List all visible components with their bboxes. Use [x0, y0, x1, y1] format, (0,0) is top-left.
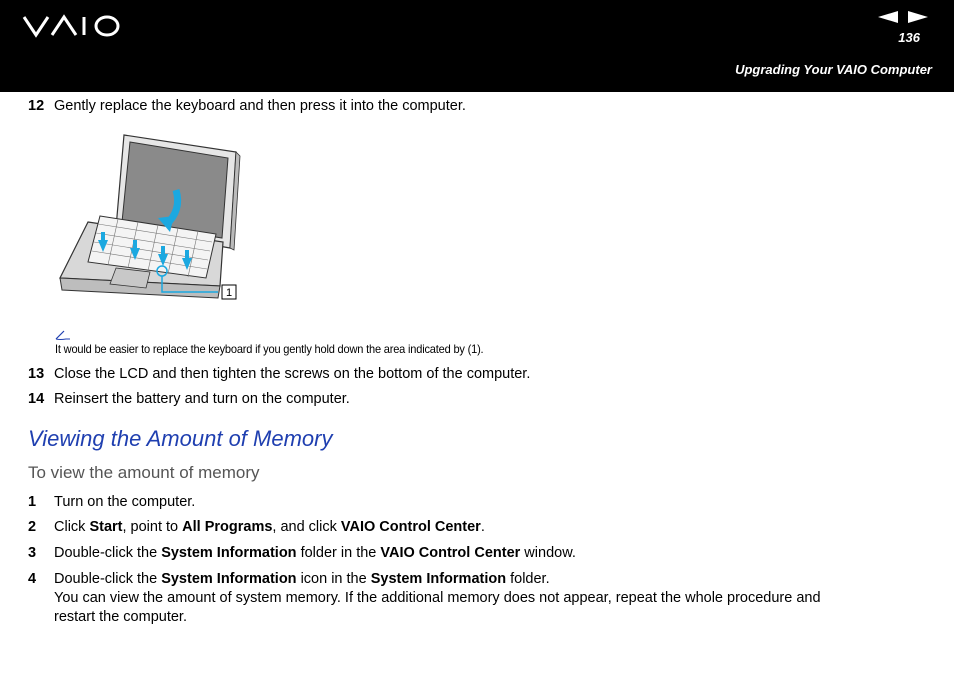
next-page-arrow-icon[interactable] [908, 10, 928, 28]
continuation-line-2: restart the computer. [54, 609, 187, 625]
ui-term-system-information: System Information [370, 571, 507, 587]
page-header [0, 0, 954, 92]
step-number: 13 [28, 366, 45, 382]
ui-term-vaio-control-center: VAIO Control Center [380, 545, 521, 561]
step-number: 14 [28, 391, 45, 407]
vaio-logo [22, 13, 122, 44]
ui-term-start: Start [89, 519, 123, 535]
procedure-subheading: To view the amount of memory [28, 463, 260, 482]
step-number: 4 [28, 571, 37, 587]
step-text: Double-click the System Information icon in the System Information folder. [54, 571, 550, 587]
page-nav [878, 10, 928, 28]
step-number: 3 [28, 545, 37, 561]
continuation-line-1: You can view the amount of system memory. If the additional memory does not appear, repeat the whole procedure and [54, 590, 821, 606]
step-number: 1 [28, 494, 37, 510]
step-number: 12 [28, 98, 45, 114]
step-number: 2 [28, 519, 37, 535]
step-text: Double-click the System Information folder in the VAIO Control Center window. [54, 545, 576, 561]
step-text: Close the LCD and then tighten the screws on the bottom of the computer. [54, 366, 531, 382]
ui-term-system-information: System Information [161, 545, 297, 561]
step-text: Reinsert the battery and turn on the computer. [54, 391, 350, 407]
page-number: 136 [898, 30, 920, 45]
ui-term-vaio-control-center: VAIO Control Center [340, 519, 481, 535]
step-text: Click Start, point to All Programs, and click VAIO Control Center. [54, 519, 485, 535]
section-heading: Viewing the Amount of Memory [28, 426, 333, 451]
step-text: Gently replace the keyboard and then press it into the computer. [54, 98, 466, 114]
keyboard-replacement-illustration [58, 130, 258, 320]
section-title: Upgrading Your VAIO Computer [735, 62, 932, 77]
prev-page-arrow-icon[interactable] [878, 10, 898, 28]
step-text: Turn on the computer. [54, 494, 196, 510]
ui-term-system-information: System Information [161, 571, 297, 587]
ui-term-all-programs: All Programs [182, 519, 273, 535]
note-text: It would be easier to replace the keyboard if you gently hold down the area indicated by (1). [55, 342, 484, 356]
callout-label: 1 [225, 287, 233, 299]
